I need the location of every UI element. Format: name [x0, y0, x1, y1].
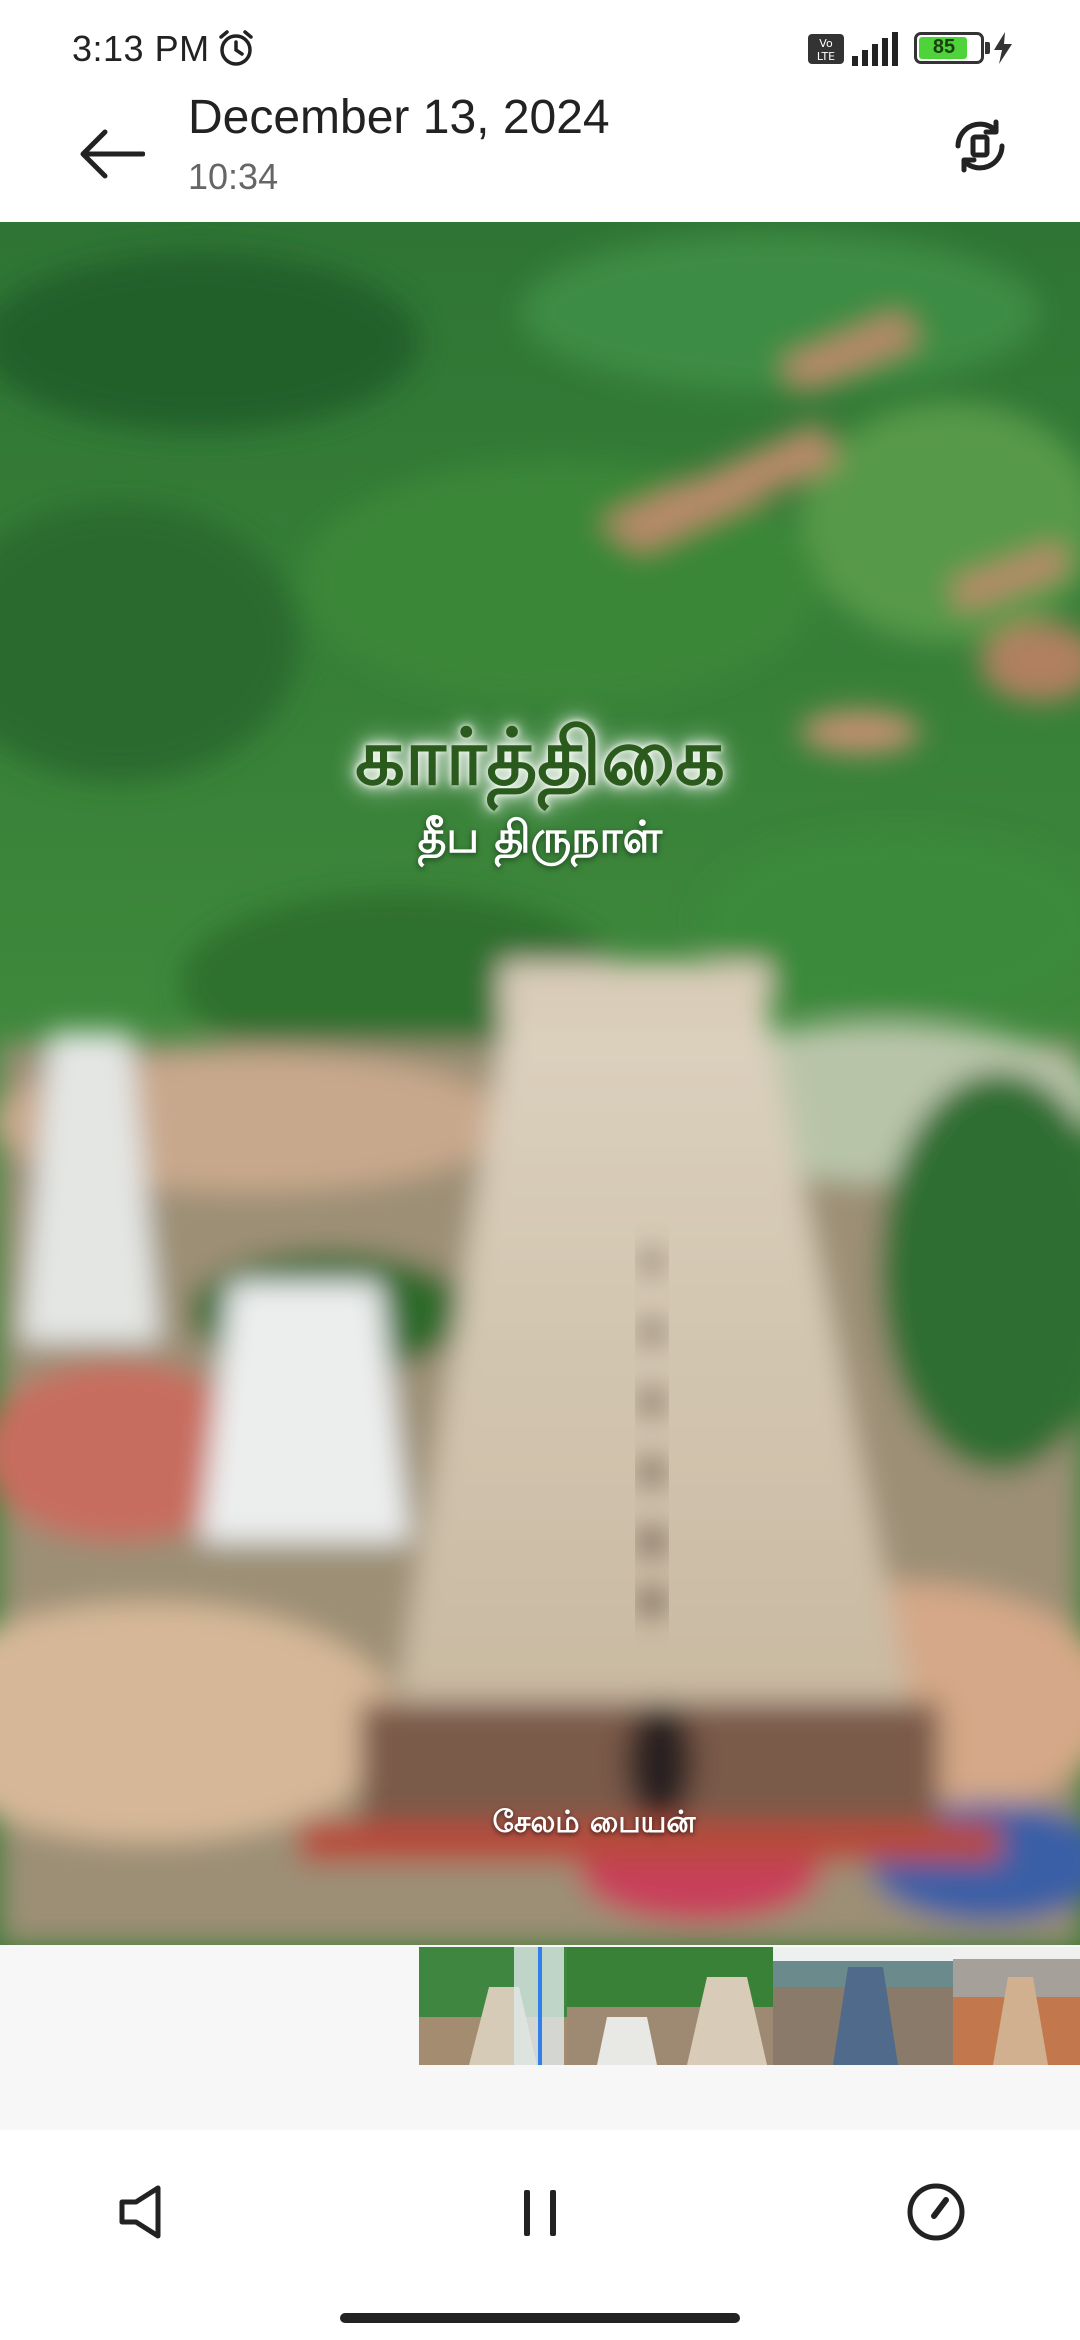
battery-tip — [985, 42, 990, 54]
alarm-icon — [216, 28, 256, 68]
video-frame-image — [0, 222, 1080, 1945]
video-duration: 10:34 — [188, 156, 279, 197]
rotate-screen-button[interactable] — [944, 110, 1016, 182]
video-overlay-title: கார்த்திகை — [355, 712, 725, 803]
volte-icon — [808, 34, 844, 64]
playback-speed-icon — [904, 2180, 968, 2244]
svg-text:LTE: LTE — [816, 50, 836, 63]
status-bar — [0, 0, 1080, 90]
thumbnail-strip[interactable] — [419, 1947, 1080, 2065]
charging-icon — [992, 32, 1014, 64]
playback-controls — [0, 2130, 1080, 2340]
status-time: 3:13 PM — [72, 28, 210, 69]
video-overlay-subtitle: தீப திருநாள் — [417, 812, 663, 863]
svg-text:Vo: Vo — [819, 37, 833, 50]
video-overlay-credit: சேலம் பையன் — [492, 1805, 696, 1840]
playback-speed-button[interactable] — [896, 2172, 976, 2252]
video-player[interactable] — [0, 222, 1080, 1945]
timeline-thumbnail — [773, 1947, 953, 2065]
timeline-thumbnail — [953, 1947, 1080, 2065]
battery-level: 85 — [932, 36, 956, 58]
volume-button[interactable] — [104, 2172, 184, 2252]
page-title: December 13, 2024 — [188, 91, 610, 144]
screen-rotate-icon — [950, 116, 1010, 176]
battery-icon — [914, 32, 984, 64]
timeline-playhead[interactable] — [538, 1947, 542, 2065]
back-button[interactable] — [70, 112, 154, 196]
volume-icon — [114, 2182, 174, 2242]
home-indicator[interactable] — [340, 2313, 740, 2323]
pause-button[interactable] — [500, 2172, 580, 2252]
timeline-thumbnail — [419, 1947, 567, 2065]
app-header — [0, 90, 1080, 222]
arrow-left-icon — [79, 129, 145, 179]
timeline-thumbnail — [567, 1947, 773, 2065]
pause-icon — [510, 2182, 570, 2242]
video-timeline[interactable] — [0, 1945, 1080, 2130]
signal-icon — [852, 32, 902, 66]
